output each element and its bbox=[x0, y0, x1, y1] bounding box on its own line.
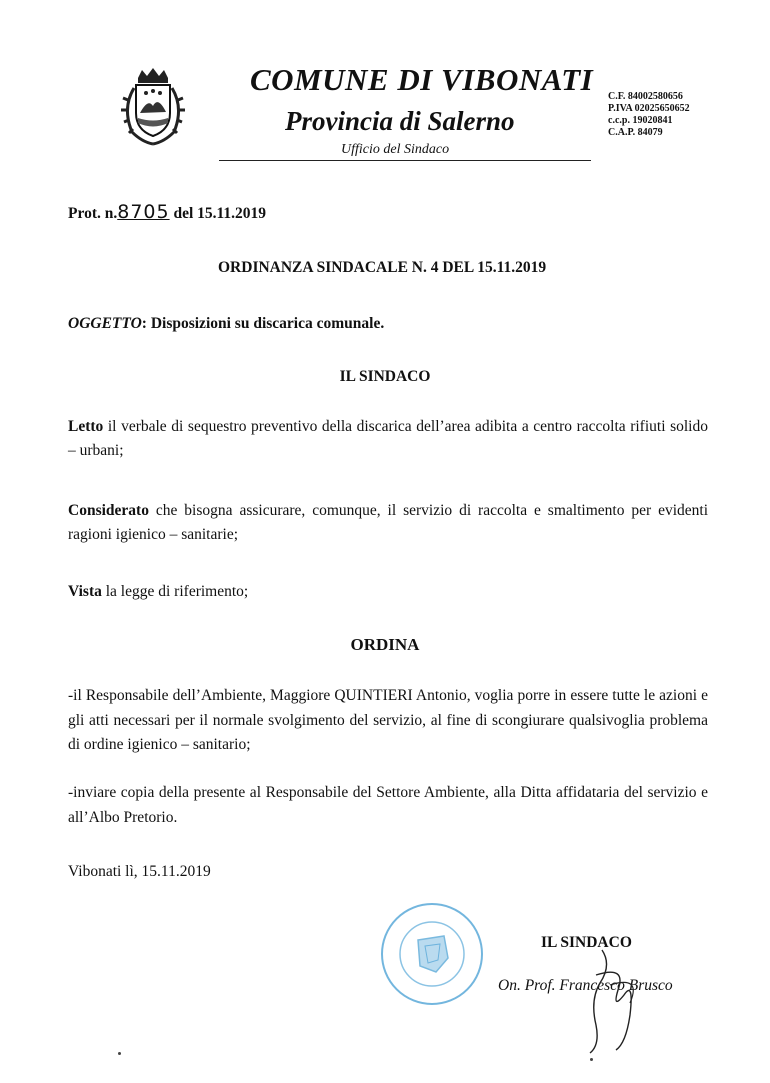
province-subtitle: Provincia di Salerno bbox=[285, 106, 515, 136]
ordina-item: -il Responsabile dell’Ambiente, Maggiore QUINTIERI Antonio, voglia porre in essere tutte le azioni e gli atti necessari per il normale svolgimento del servizio, al fine di scongiurare qualsivoglia problema di ordine igienico – sanitario; bbox=[68, 687, 708, 753]
fiscal-info bbox=[608, 91, 690, 139]
paragraph-letto-text: il verbale di sequestro preventivo della discarica dell’area adibita a centro raccolta rifiuti solido – urbani; bbox=[68, 418, 708, 459]
office-label: Ufficio del Sindaco bbox=[341, 142, 450, 157]
protocol-number: 8705 bbox=[117, 201, 170, 223]
protocol-prefix: Prot. n. bbox=[68, 205, 118, 222]
paragraph-considerato bbox=[68, 499, 708, 547]
paragraph-letto-keyword: Letto bbox=[68, 418, 104, 435]
paragraph-vista-keyword: Vista bbox=[68, 583, 102, 600]
subject-label: OGGETTO bbox=[68, 315, 142, 332]
paragraph-considerato-keyword: Considerato bbox=[68, 502, 149, 519]
protocol-date: del 15.11.2019 bbox=[169, 205, 267, 222]
fiscal-code: C.F. 84002580656 bbox=[608, 91, 683, 102]
ordinance-title: ORDINANZA SINDACALE N. 4 DEL 15.11.2019 bbox=[218, 259, 547, 276]
postal-code: C.A.P. 84079 bbox=[608, 127, 663, 138]
signature-name: On. Prof. Francesco Brusco bbox=[498, 977, 673, 994]
vat-number: P.IVA 02025650652 bbox=[608, 103, 690, 114]
mayor-heading: IL SINDACO bbox=[339, 368, 431, 385]
subject-text: : Disposizioni su discarica comunale. bbox=[141, 315, 385, 332]
scan-speck bbox=[590, 1058, 593, 1061]
paragraph-vista bbox=[68, 580, 708, 604]
paragraph-letto bbox=[68, 415, 708, 463]
handwritten-signature bbox=[572, 945, 662, 1055]
ordina-heading: ORDINA bbox=[350, 635, 420, 654]
municipality-title: COMUNE DI VIBONATI bbox=[250, 62, 594, 97]
postal-account: c.c.p. 19020841 bbox=[608, 115, 673, 126]
official-stamp-icon bbox=[378, 900, 486, 1008]
subject-line bbox=[68, 315, 384, 333]
signature-title: IL SINDACO bbox=[541, 934, 632, 951]
municipal-crest-icon bbox=[118, 68, 188, 150]
ordina-item: -inviare copia della presente al Responsabile del Settore Ambiente, alla Ditta affidataria del servizio e all’Albo Pretorio. bbox=[68, 784, 708, 826]
date-line: Vibonati lì, 15.11.2019 bbox=[68, 863, 211, 880]
header-divider bbox=[219, 160, 591, 161]
protocol-line bbox=[68, 201, 266, 223]
scan-speck bbox=[118, 1052, 121, 1055]
paragraph-considerato-text: che bisogna assicurare, comunque, il servizio di raccolta e smaltimento per evidenti ragioni igienico – sanitarie; bbox=[68, 502, 708, 543]
paragraph-vista-text: la legge di riferimento; bbox=[101, 583, 249, 600]
